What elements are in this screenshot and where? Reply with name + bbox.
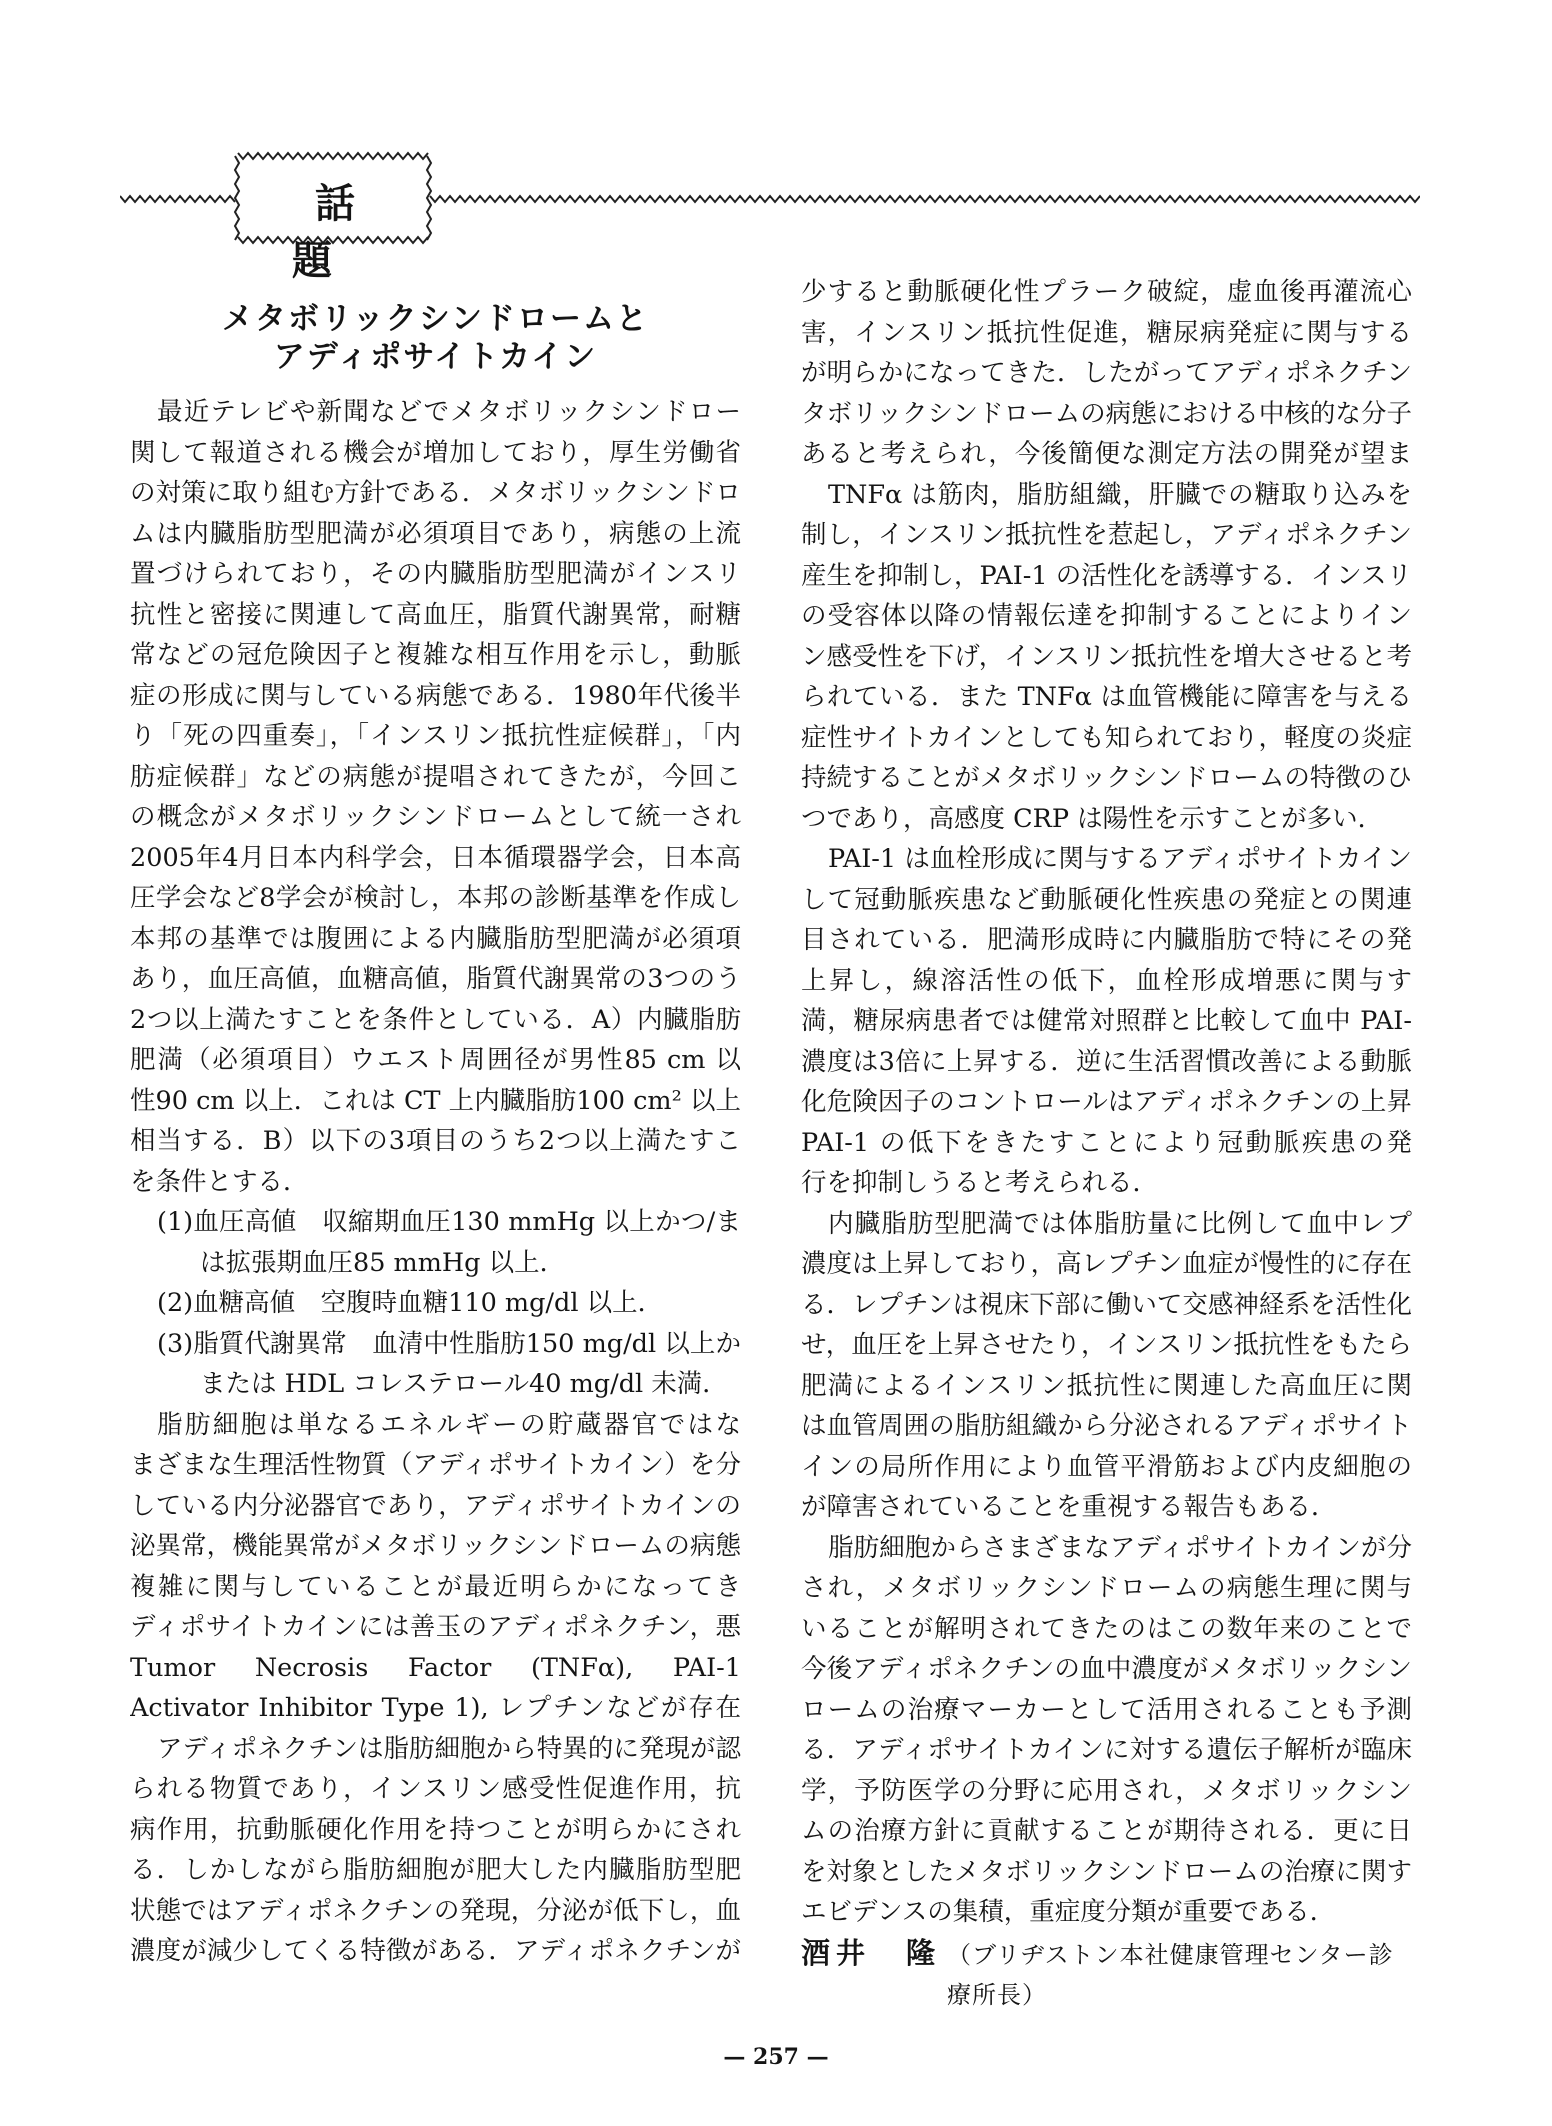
paragraph-line: 状態ではアディポネクチンの発現，分泌が低下し，血 [130,1895,741,1926]
page-number: — 257 — [723,2044,829,2070]
paragraph-line: 行を抑制しうると考えられる． [801,1168,1159,1198]
criteria-list-item-line: は拡張期血圧85 mmHg 以上． [200,1247,566,1278]
paragraph-line: PAI-1 は血栓形成に関与するアディポサイトカイン [828,844,1412,874]
paragraph-line: 満，糖尿病患者では健常対照群と比較して血中 PAI- [801,1006,1412,1036]
left-text-column [130,392,741,1972]
paragraph-line: の概念がメタボリックシンドロームとして統一され [130,802,741,832]
paragraph-line: 性90 cm 以上．これは CT 上内臓脂肪100 cm² 以上 [130,1085,741,1116]
paragraph-line: 相当する．B）以下の3項目のうち2つ以上満たすこ [130,1126,741,1156]
paragraph-line: している内分泌器官であり，アディポサイトカインの [130,1490,741,1521]
paragraph-line: 2005年4月日本内科学会，日本循環器学会，日本高 [130,842,741,873]
criteria-list-item-line: (2)血糖高値 空腹時血糖110 mg/dl 以上． [157,1288,664,1318]
paragraph-line: つであり，高感度 CRP は陽性を示すことが多い． [801,803,1384,834]
criteria-list-item-line: (3)脂質代謝異常 血清中性脂肪150 mg/dl 以上か [157,1328,741,1359]
paragraph-line: 置づけられており，その内臓脂肪型肥満がインスリ [130,559,741,589]
paragraph-line: 肥満（必須項目）ウエスト周囲径が男性85 cm 以 [130,1045,741,1075]
paragraph-line: 化危険因子のコントロールはアディポネクチンの上昇 [801,1087,1412,1117]
author-affiliation: （ブリヂストン本社健康管理センター診療所長） [947,1940,1394,2009]
paragraph-line: Activator Inhibitor Type 1), レプチンなどが存在 [130,1693,741,1723]
paragraph-line: られている．また TNFα は血管機能に障害を与える [801,682,1412,712]
paragraph-line: 制し，インスリン抵抗性を惹起し，アディポネクチン [801,520,1412,550]
paragraph-line: ロームの治療マーカーとして活用されることも予測 [801,1694,1412,1725]
right-text-column [801,272,1412,2009]
paragraph-line: り「死の四重奏」，「インスリン抵抗性症候群」，「内 [130,721,741,751]
article-title-line-2: アディポサイトカイン [273,339,598,375]
paragraph-line: 脂肪細胞からさまざまなアディポサイトカインが分 [828,1532,1412,1563]
paragraph-line: 今後アディポネクチンの血中濃度がメタボリックシン [801,1654,1412,1684]
paragraph-line: 濃度は3倍に上昇する．逆に生活習慣改善による動脈 [801,1046,1412,1077]
paragraph-line: アディポネクチンは脂肪細胞から特異的に発現が認 [157,1733,741,1764]
paragraph-line: 産生を抑制し，PAI-1 の活性化を誘導する．インスリ [801,560,1412,591]
criteria-list-item-line: (1)血圧高値 収縮期血圧130 mmHg 以上かつ/ま [157,1207,741,1237]
paragraph-line: を対象としたメタボリックシンドロームの治療に関す [801,1856,1412,1887]
paragraph-line: が障害されていることを重視する報告もある． [801,1492,1337,1522]
paragraph-line: を条件とする． [130,1166,309,1197]
criteria-list-item-line: または HDL コレステロール40 mg/dl 未満． [200,1369,728,1399]
paragraph-line: タボリックシンドロームの病態における中核的な分子 [801,398,1412,429]
paragraph-line: 持続することがメタボリックシンドロームの特徴のひ [801,763,1412,793]
paragraph-line: せ，血圧を上昇させたり，インスリン抵抗性をもたら [801,1330,1412,1360]
paragraph-line: あると考えられ，今後簡便な測定方法の開発が望ま [801,439,1412,469]
paragraph-line: 肪症候群」などの病態が提唱されてきたが，今回こ [130,761,741,792]
paragraph-line: エビデンスの集積，重症度分類が重要である． [801,1897,1336,1927]
paragraph-line: ン感受性を下げ，インスリン抵抗性を増大させると考 [801,641,1412,672]
paragraph-line: TNFα は筋肉，脂肪組織，肝臓での糖取り込みを [828,479,1412,510]
paragraph-line: 抗性と密接に関連して高血圧，脂質代謝異常，耐糖 [130,599,741,630]
paragraph-line: Tumor Necrosis Factor (TNFα), PAI-1 [130,1652,741,1683]
paragraph-line: 圧学会など8学会が検討し，本邦の診断基準を作成し [130,883,741,913]
paragraph-line: 泌異常，機能異常がメタボリックシンドロームの病態 [130,1531,741,1561]
paragraph-line: ムは内臓脂肪型肥満が必須項目であり，病態の上流 [130,518,741,549]
paragraph-line: され，メタボリックシンドロームの病態生理に関与 [801,1573,1412,1603]
paragraph-line: る．アディポサイトカインに対する遺伝子解析が臨床 [801,1735,1412,1765]
paragraph-line: の受容体以降の情報伝達を抑制することによりイン [801,601,1412,631]
paragraph-line: られる物質であり，インスリン感受性促進作用，抗 [130,1774,741,1804]
paragraph-line: いることが解明されてきたのはこの数年来のことで [801,1613,1412,1644]
paragraph-line: は血管周囲の脂肪組織から分泌されるアディポサイト [801,1411,1412,1441]
paragraph-line: 複雑に関与していることが最近明らかになってき [130,1571,741,1602]
paragraph-line: 肥満によるインスリン抵抗性に関連した高血圧に関 [801,1370,1412,1401]
paragraph-line: が明らかになってきた．したがってアディポネクチン [801,358,1412,388]
section-label: 話題 [292,181,401,284]
paragraph-line: 濃度は上昇しており，高レプチン血症が慢性的に存在 [801,1249,1412,1279]
paragraph-line: 2つ以上満たすことを条件としている．A）内臓脂肪 [130,1004,741,1035]
paragraph-line: 症性サイトカインとしても知られており，軽度の炎症 [801,722,1412,753]
author-byline [801,1933,1412,2009]
paragraph-line: 最近テレビや新聞などでメタボリックシンドロー [157,397,741,427]
paragraph-line: 常などの冠危険因子と複雑な相互作用を示し，動脈 [130,640,741,670]
paragraph-line: して冠動脈疾患など動脈硬化性疾患の発症との関連 [801,884,1412,915]
paragraph-line: まざまな生理活性物質（アディポサイトカイン）を分 [130,1450,741,1480]
paragraph-line: 害，インスリン抵抗性促進，糖尿病発症に関与する [801,317,1412,348]
paragraph-line: 内臓脂肪型肥満では体脂肪量に比例して血中レプ [828,1208,1412,1239]
paragraph-line: あり，血圧高値，血糖高値，脂質代謝異常の3つのう [130,964,741,994]
paragraph-line: PAI-1 の低下をきたすことにより冠動脈疾患の発 [801,1127,1412,1158]
paragraph-line: る．しかしながら脂肪細胞が肥大した内臓脂肪型肥 [130,1855,741,1885]
paragraph-line: ディポサイトカインには善玉のアディポネクチン，悪 [130,1612,741,1642]
paragraph-line: の対策に取り組む方針である．メタボリックシンドロ [130,478,741,508]
paragraph-line: 目されている．肥満形成時に内臓脂肪で特にその発 [801,925,1412,955]
paragraph-line: 本邦の基準では腹囲による内臓脂肪型肥満が必須項 [130,923,741,954]
author-name: 酒井 隆 [801,1935,942,1970]
paragraph-line: 少すると動脈硬化性プラーク破綻，虚血後再灌流心 [801,277,1412,307]
paragraph-line: ムの治療方針に貢献することが期待される．更に日 [801,1816,1412,1846]
paragraph-line: 脂肪細胞は単なるエネルギーの貯蔵器官ではな [157,1409,741,1440]
article-title-line-1: メタボリックシンドロームと [222,301,649,337]
paragraph-line: 関して報道される機会が増加しており，厚生労働省 [130,437,741,468]
paragraph-line: る．レプチンは視床下部に働いて交感神経系を活性化 [801,1289,1412,1320]
paragraph-line: 症の形成に関与している病態である．1980年代後半 [130,680,741,711]
paragraph-line: 病作用，抗動脈硬化作用を持つことが明らかにされ [130,1814,741,1845]
paragraph-line: インの局所作用により血管平滑筋および内皮細胞の [801,1451,1412,1482]
paragraph-line: 上昇し，線溶活性の低下，血栓形成増悪に関与す [801,965,1412,996]
paragraph-line: 濃度が減少してくる特徴がある．アディポネクチンが [130,1936,741,1966]
paragraph-line: 学，予防医学の分野に応用され，メタボリックシン [801,1775,1412,1806]
